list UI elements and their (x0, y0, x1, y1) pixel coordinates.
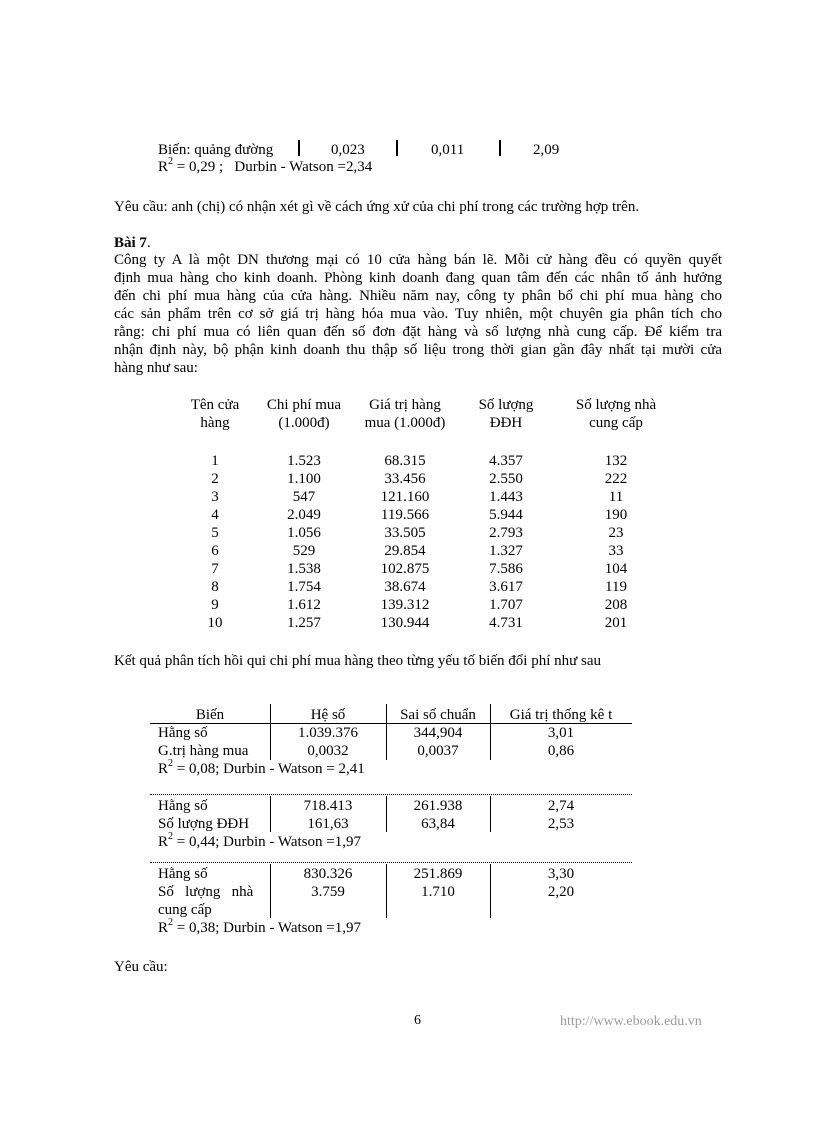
reg-stats-text: = 0,38; Durbin - Watson =1,97 (176, 920, 361, 936)
reg-cell: 3.759 (311, 884, 345, 900)
table-cell: 119.566 (380, 507, 430, 523)
table-cell: 102.875 (380, 561, 430, 577)
reg-header-coefficient: Hệ số (310, 707, 346, 723)
table-cell: 33.456 (384, 471, 426, 487)
table-cell: 1.538 (287, 561, 321, 577)
table-cell: 3 (211, 489, 219, 505)
header-cost (254, 396, 354, 432)
table-spacer (176, 432, 676, 452)
reg-cell: Hằng số (158, 866, 208, 882)
table-cell: 33.505 (384, 525, 426, 541)
reg-stats-text: = 0,08; Durbin - Watson = 2,41 (176, 761, 365, 777)
table-cell: 6 (211, 543, 219, 559)
table-cell: 1.707 (489, 597, 523, 613)
table-cell: 2.550 (489, 471, 523, 487)
table-cell: 2 (211, 471, 219, 487)
table-cell: 1.327 (489, 543, 523, 559)
header-store (176, 396, 254, 432)
reg-stats: $R^2 = 0,38$; Durbin - Watson =1,97 (158, 917, 361, 936)
page-number: 6 (414, 1013, 421, 1028)
paragraph-line: nhận định này, bộ phận kinh doanh thu thập số liệu trong thời gian gần đây nhất tại mười cửa (114, 342, 722, 358)
reg-cell: 261.938 (413, 798, 463, 814)
table-cell: 119 (605, 579, 627, 595)
table-cell: 11 (608, 489, 624, 505)
table-cell: 68.315 (384, 453, 426, 469)
top-row-value: 0,011 (431, 142, 465, 158)
question-2: Yêu cầu: (114, 959, 168, 975)
paragraph-line: Công ty A là một DN thương mại có 10 cửa hàng bán lẽ. Mỗi cử hàng đều có quyền quyết (114, 252, 722, 268)
table-row (176, 506, 676, 524)
table-cell: 4.357 (489, 453, 523, 469)
header-line: Tên cửa (190, 397, 240, 413)
header-line: Chi phí mua (266, 397, 342, 413)
table-cell: 2.793 (489, 525, 523, 541)
footer-url[interactable]: http://www.ebook.edu.vn (560, 1014, 702, 1029)
header-line: Số lượng (478, 397, 534, 413)
table-row (176, 542, 676, 560)
top-row-label: Biến: quảng đường (158, 142, 274, 158)
column-divider (298, 140, 300, 156)
reg-cell: 830.326 (303, 866, 353, 882)
exercise-paragraph (114, 251, 722, 377)
reg-cell: 0,0032 (307, 743, 349, 759)
table-cell: 1.612 (287, 597, 321, 613)
reg-cell: 0,86 (547, 743, 575, 759)
reg-cell: 2,53 (547, 816, 575, 832)
reg-header-variable: Biến (195, 707, 225, 723)
reg-stats-text: = 0,44; Durbin - Watson =1,97 (176, 834, 361, 850)
reg-cell: 2,74 (547, 798, 575, 814)
reg-cell: 0,0037 (417, 743, 459, 759)
reg-header-t-stat: Giá trị thống kê t (509, 707, 613, 723)
reg-cell: 718.413 (303, 798, 353, 814)
reg-cell: 3,01 (547, 725, 575, 741)
table-cell: 38.674 (384, 579, 426, 595)
question-1: Yêu cầu: anh (chị) có nhận xét gì về cách ứng xử của chi phí trong các trường hợp trên. (114, 199, 640, 215)
table-row (176, 614, 676, 632)
top-row-value: 2,09 (533, 142, 560, 158)
table-cell: 5 (211, 525, 219, 541)
reg-cell: 1.710 (421, 884, 455, 900)
paragraph-line: định mua hàng cho kinh doanh. Phòng kinh doanh đang quan tâm đến các nhân tố ảnh hưởng (114, 270, 722, 286)
table-row (176, 452, 676, 470)
store-table-body (176, 432, 676, 632)
reg-cell: 63,84 (421, 816, 455, 832)
reg-cell: Số lượng nhà (158, 884, 254, 900)
regression-intro: Kết quả phân tích hồi qui chi phí mua hàng theo từng yếu tố biến đổi phí như sau (114, 653, 602, 669)
table-cell: 1.100 (287, 471, 321, 487)
table-cell: 33 (608, 543, 624, 559)
table-row (176, 470, 676, 488)
reg-cell: cung cấp (158, 902, 212, 918)
reg-cell: Số lượng ĐĐH (158, 816, 250, 832)
header-orders (456, 396, 556, 432)
table-cell: 130.944 (380, 615, 430, 631)
header-value (354, 396, 456, 432)
reg-cell: 3,30 (547, 866, 575, 882)
table-cell: 1.523 (287, 453, 321, 469)
paragraph-line: hàng như sau: (114, 360, 198, 376)
header-line: (1.000đ) (278, 415, 330, 431)
reg-cell: G.trị hàng mua (158, 743, 249, 759)
header-line: hàng (200, 415, 230, 431)
top-stats-r2: = 0,29 ; (176, 159, 224, 175)
table-cell: 1 (211, 453, 219, 469)
table-cell: 4.731 (489, 615, 523, 631)
table-row (176, 596, 676, 614)
table-row (176, 524, 676, 542)
reg-cell: 1.039.376 (298, 725, 358, 741)
table-row (176, 560, 676, 578)
group-rule (150, 794, 632, 795)
reg-cell: 2,20 (547, 884, 575, 900)
table-header-row (176, 396, 676, 432)
paragraph-line: đến chi phí mua hàng của cửa hàng. Nhiều năm nay, công ty phân bổ chi phí mua hàng cho (114, 288, 722, 304)
table-row (176, 578, 676, 596)
group-rule (150, 862, 632, 863)
paragraph-line: rằng: chi phí mua có liên quan đến số đơn đặt hàng và số lượng nhà cung cấp. Để kiểm tra (114, 324, 722, 340)
table-cell: 8 (211, 579, 219, 595)
table-cell: 29.854 (384, 543, 426, 559)
table-cell: 7.586 (489, 561, 523, 577)
table-row (176, 488, 676, 506)
reg-stats: $R^2 = 0,44$; Durbin - Watson =1,97 (158, 831, 361, 850)
table-cell: 1.443 (489, 489, 523, 505)
exercise-title-text: Bài 7 (114, 235, 147, 251)
header-line: ĐĐH (489, 415, 523, 431)
reg-header-std-error: Sai số chuẩn (400, 707, 476, 723)
header-line: mua (1.000đ) (364, 415, 446, 431)
table-cell: 10 (207, 615, 223, 631)
reg-cell: 251.869 (413, 866, 463, 882)
table-cell: 121.160 (380, 489, 430, 505)
header-line: cung cấp (589, 415, 643, 431)
table-cell: 547 (292, 489, 316, 505)
store-data-table (176, 396, 676, 632)
reg-cell: 161,63 (307, 816, 349, 832)
table-cell: 208 (604, 597, 628, 613)
table-cell: 529 (292, 543, 316, 559)
exercise-title (114, 234, 151, 252)
table-cell: 9 (211, 597, 219, 613)
table-cell: 222 (604, 471, 628, 487)
header-suppliers (556, 396, 676, 432)
reg-cell: 344,904 (413, 725, 463, 741)
column-divider (499, 140, 501, 156)
reg-stats: $R^2 = 0,08$; Durbin - Watson = 2,41 (158, 758, 365, 777)
exercise-title-suffix: . (146, 235, 151, 251)
table-cell: 3.617 (489, 579, 523, 595)
table-cell: 1.257 (287, 615, 321, 631)
header-line: Số lượng nhà (575, 397, 657, 413)
reg-cell: Hằng số (158, 798, 208, 814)
table-cell: 5.944 (489, 507, 523, 523)
header-line: Giá trị hàng (369, 397, 441, 413)
top-stats-dw: Durbin - Watson =2,34 (234, 159, 373, 175)
reg-cell: Hằng số (158, 725, 208, 741)
table-cell: 2.049 (287, 507, 321, 523)
top-row-value: 0,023 (331, 142, 365, 158)
table-cell: 1.056 (287, 525, 321, 541)
column-divider (396, 140, 398, 156)
table-cell: 201 (604, 615, 628, 631)
table-cell: 1.754 (287, 579, 321, 595)
table-cell: 4 (211, 507, 219, 523)
top-stats: $R^2 = 0,29$ ; Durbin - Watson =2,34 (158, 156, 373, 175)
table-cell: 23 (608, 525, 624, 541)
paragraph-line: các sản phẩm trên cơ sở giá trị hàng hóa mua vào. Tuy nhiên, một chuyên gia phân tích cho (114, 306, 722, 322)
table-cell: 7 (211, 561, 219, 577)
table-cell: 190 (604, 507, 628, 523)
table-cell: 139.312 (380, 597, 430, 613)
table-cell: 132 (604, 453, 628, 469)
table-cell: 104 (604, 561, 628, 577)
